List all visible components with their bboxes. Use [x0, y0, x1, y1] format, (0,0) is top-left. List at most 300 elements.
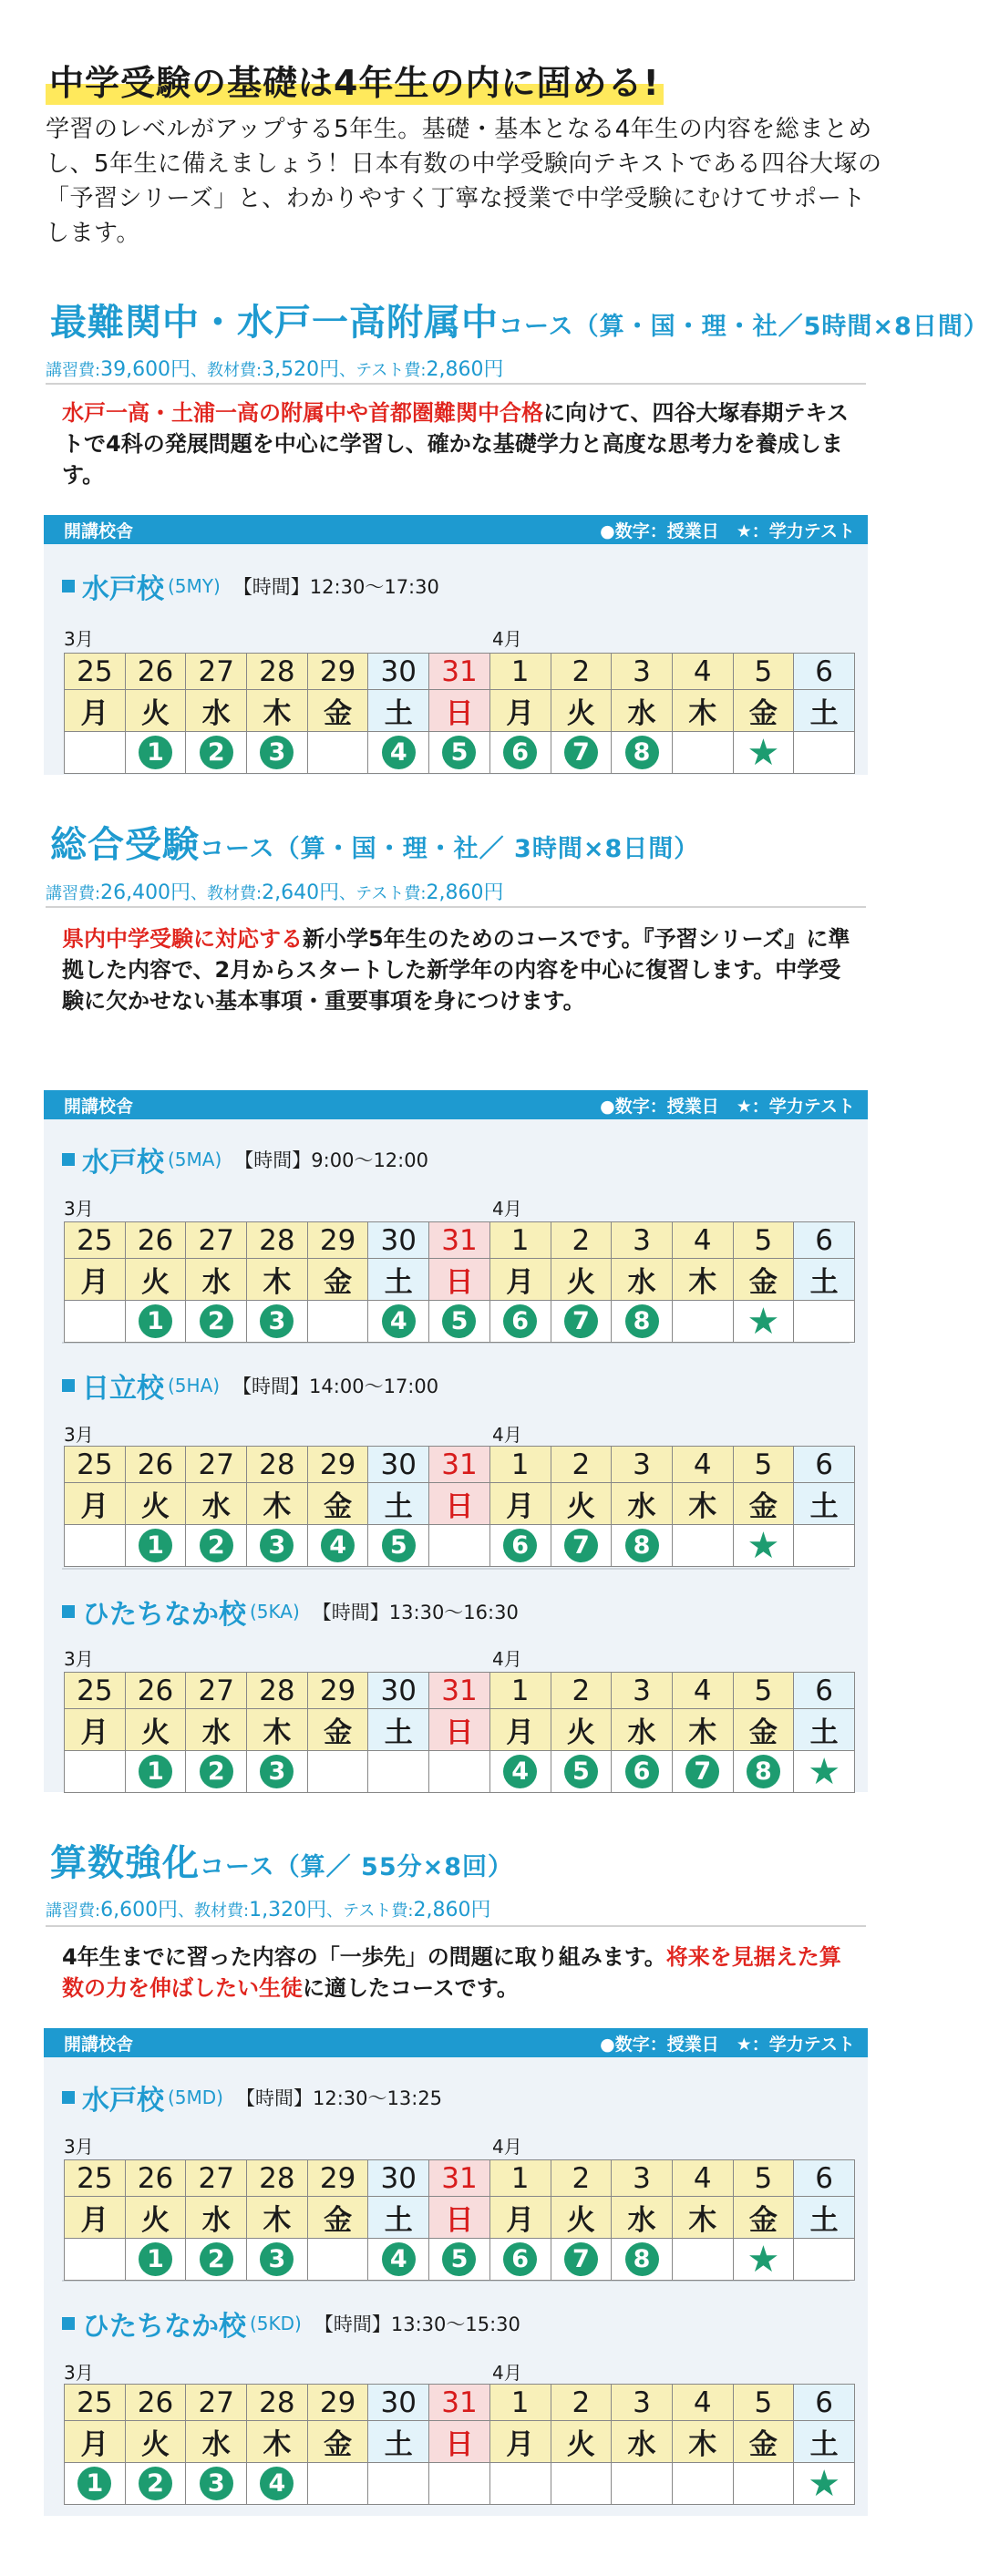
- mark-cell: [489, 1301, 551, 1343]
- campus-time: 【時間】12:30～13:25: [236, 2087, 443, 2109]
- date-cell: 3: [612, 1222, 673, 1259]
- weekday-cell: 日: [429, 1709, 490, 1751]
- date-cell: 1: [489, 1447, 551, 1483]
- date-cell: 26: [125, 1222, 186, 1259]
- date-cell: 28: [247, 1447, 308, 1483]
- weekday-cell: 金: [307, 1709, 368, 1751]
- mark-cell: [733, 732, 794, 774]
- mark-cell: [672, 732, 733, 774]
- weekday-cell: 金: [307, 2421, 368, 2463]
- weekday-cell: 火: [551, 690, 612, 732]
- date-cell: 1: [489, 2385, 551, 2421]
- mark-cell: [368, 1751, 429, 1793]
- date-cell: 2: [551, 1447, 612, 1483]
- weekday-cell: 金: [733, 1483, 794, 1525]
- description-text: 新小学5年生のためのコースです。『予習シリーズ』に準拠した内容で、2月からスタートした新学年の内容を中心に復習します。中学受験に欠かせない基本事項・重要事項を身につけます。: [62, 926, 850, 1014]
- mark-cell: [551, 2463, 612, 2505]
- mark-cell: [429, 1751, 490, 1793]
- class-day-marker: 7: [564, 1304, 598, 1338]
- class-day-marker: 3: [260, 1755, 294, 1788]
- course-description: [62, 1942, 855, 2004]
- campus-name: 水戸校: [82, 2085, 164, 2117]
- date-cell: 1: [489, 1673, 551, 1709]
- date-cell: 28: [247, 1673, 308, 1709]
- mark-cell: [612, 1525, 673, 1567]
- campus-block: [44, 1570, 868, 1792]
- weekday-cell: 金: [307, 1259, 368, 1301]
- date-cell: 6: [794, 1222, 855, 1259]
- mark-cell: [489, 1525, 551, 1567]
- square-bullet-icon: [62, 1605, 75, 1618]
- calendar-marks-row: [65, 1525, 855, 1567]
- month-label-march: 3月: [64, 2362, 94, 2384]
- calendar-days-row: [65, 690, 855, 732]
- weekday-cell: 木: [247, 2421, 308, 2463]
- date-cell: 5: [733, 1673, 794, 1709]
- weekday-cell: 水: [612, 690, 673, 732]
- campus-code: (5KD): [250, 2313, 302, 2334]
- mark-cell: [247, 1525, 308, 1567]
- class-day-marker: 4: [321, 1529, 355, 1562]
- weekday-cell: 土: [794, 2197, 855, 2239]
- calendar-dates-row: [65, 654, 855, 690]
- weekday-cell: 月: [489, 1483, 551, 1525]
- class-day-marker: 6: [503, 736, 537, 769]
- weekday-cell: 日: [429, 1483, 490, 1525]
- date-cell: 4: [672, 654, 733, 690]
- divider: [46, 906, 866, 908]
- class-day-marker: 3: [200, 2467, 233, 2500]
- weekday-cell: 金: [733, 1709, 794, 1751]
- mark-cell: [125, 732, 186, 774]
- mark-cell: [429, 2239, 490, 2281]
- mark-cell: [368, 732, 429, 774]
- calendar-dates-row: [65, 2160, 855, 2197]
- date-cell: 2: [551, 2160, 612, 2197]
- class-day-marker: 2: [139, 2467, 172, 2500]
- weekday-cell: 金: [733, 1259, 794, 1301]
- mark-cell: [65, 1301, 126, 1343]
- date-cell: 29: [307, 1673, 368, 1709]
- mark-cell: [672, 2463, 733, 2505]
- weekday-cell: 水: [612, 1259, 673, 1301]
- weekday-cell: 金: [307, 1483, 368, 1525]
- fee-material: 2,640円: [262, 881, 340, 904]
- weekday-cell: 月: [65, 1709, 126, 1751]
- mark-cell: [672, 1751, 733, 1793]
- fee-tuition: 39,600円: [100, 358, 191, 381]
- month-label-march: 3月: [64, 1424, 94, 1446]
- mark-cell: [733, 1525, 794, 1567]
- weekday-cell: 月: [489, 690, 551, 732]
- date-cell: 3: [612, 2160, 673, 2197]
- course-title-general: [50, 816, 699, 868]
- mark-cell: [612, 1751, 673, 1793]
- date-cell: 27: [186, 1222, 247, 1259]
- weekday-cell: 水: [186, 1709, 247, 1751]
- mark-cell: [551, 732, 612, 774]
- class-day-marker: 1: [139, 1755, 172, 1788]
- calendar-days-row: [65, 1483, 855, 1525]
- mark-cell: [125, 1525, 186, 1567]
- weekday-cell: 火: [551, 1259, 612, 1301]
- weekday-cell: 木: [672, 1483, 733, 1525]
- campus-name: ひたちなか校: [82, 1599, 246, 1631]
- mark-cell: [186, 2463, 247, 2505]
- date-cell: 28: [247, 2385, 308, 2421]
- weekday-cell: 木: [247, 1483, 308, 1525]
- description-highlight: 将来を見据えた算数の力を伸ばしたい生徒: [62, 1944, 841, 2001]
- weekday-cell: 土: [794, 690, 855, 732]
- campus-block: [44, 1344, 868, 1568]
- date-cell: 5: [733, 1447, 794, 1483]
- campus-code: (5MA): [168, 1149, 222, 1170]
- class-day-marker: 8: [625, 1304, 659, 1338]
- mark-cell: [672, 2239, 733, 2281]
- mark-cell: [429, 1525, 490, 1567]
- date-cell: 3: [612, 1447, 673, 1483]
- star-icon: ★: [747, 731, 780, 774]
- date-cell: 29: [307, 654, 368, 690]
- fee-tuition-label: 講習費:: [46, 361, 101, 380]
- campus-time: 【時間】9:00～12:00: [234, 1149, 428, 1171]
- campus-code: (5MD): [168, 2087, 223, 2108]
- course-suffix: コース（算・国・理・社／5時間×8日間）: [499, 313, 989, 341]
- fee-material-label: 、教材費:: [191, 884, 263, 903]
- schedule-table: [64, 1446, 855, 1567]
- class-day-marker: 5: [382, 1529, 416, 1562]
- class-day-marker: 3: [260, 1304, 294, 1338]
- weekday-cell: 水: [186, 2197, 247, 2239]
- campus-code: (5KA): [250, 1601, 300, 1623]
- square-bullet-icon: [62, 580, 75, 592]
- campus-code: (5MY): [168, 575, 221, 597]
- mark-cell: [307, 2463, 368, 2505]
- class-day-marker: 4: [382, 1304, 416, 1338]
- calendar-marks-row: [65, 2239, 855, 2281]
- course-name: 算数強化: [50, 1842, 200, 1884]
- weekday-cell: 月: [65, 1259, 126, 1301]
- class-day-marker: 3: [260, 2242, 294, 2276]
- class-day-marker: 4: [260, 2467, 294, 2500]
- date-cell: 31: [429, 1447, 490, 1483]
- date-cell: 30: [368, 1447, 429, 1483]
- class-day-marker: 2: [200, 1304, 233, 1338]
- month-label-april: 4月: [492, 1198, 522, 1220]
- class-day-marker: 8: [625, 2242, 659, 2276]
- mark-cell: [429, 732, 490, 774]
- class-day-marker: 4: [382, 736, 416, 769]
- weekday-cell: 日: [429, 2197, 490, 2239]
- calendar-marks-row: [65, 2463, 855, 2505]
- date-cell: 31: [429, 2385, 490, 2421]
- campus-block: [44, 1119, 868, 1342]
- weekday-cell: 水: [186, 690, 247, 732]
- calendar-dates-row: [65, 1222, 855, 1259]
- class-day-marker: 7: [564, 2242, 598, 2276]
- date-cell: 27: [186, 2160, 247, 2197]
- weekday-cell: 日: [429, 2421, 490, 2463]
- fee-test: 2,860円: [426, 358, 504, 381]
- date-cell: 4: [672, 1447, 733, 1483]
- mark-cell: [125, 2463, 186, 2505]
- mark-cell: [794, 1525, 855, 1567]
- mark-cell: [794, 1301, 855, 1343]
- weekday-cell: 木: [672, 1259, 733, 1301]
- date-cell: 25: [65, 654, 126, 690]
- date-cell: 29: [307, 1447, 368, 1483]
- weekday-cell: 土: [794, 2421, 855, 2463]
- star-icon: ★: [747, 1300, 780, 1343]
- class-day-marker: 1: [77, 2467, 111, 2500]
- weekday-cell: 土: [368, 2197, 429, 2239]
- weekday-cell: 木: [247, 1709, 308, 1751]
- mark-cell: [489, 732, 551, 774]
- fee-test-label: 、テスト費:: [326, 1901, 414, 1921]
- class-day-marker: 8: [625, 1529, 659, 1562]
- date-cell: 1: [489, 654, 551, 690]
- month-label-march: 3月: [64, 628, 94, 650]
- date-cell: 6: [794, 2385, 855, 2421]
- mark-cell: [429, 2463, 490, 2505]
- class-day-marker: 3: [260, 736, 294, 769]
- weekday-cell: 火: [551, 1483, 612, 1525]
- calendar-marks-row: [65, 1301, 855, 1343]
- mark-cell: [368, 2239, 429, 2281]
- month-label-april: 4月: [492, 628, 522, 650]
- weekday-cell: 月: [65, 2197, 126, 2239]
- date-cell: 4: [672, 2160, 733, 2197]
- mark-cell: [612, 732, 673, 774]
- class-day-marker: 5: [442, 736, 476, 769]
- campus-name: ひたちなか校: [82, 2311, 246, 2343]
- date-cell: 27: [186, 1673, 247, 1709]
- square-bullet-icon: [62, 1153, 75, 1166]
- campus-block: [44, 2282, 868, 2504]
- class-day-marker: 2: [200, 736, 233, 769]
- weekday-cell: 火: [125, 1709, 186, 1751]
- class-day-marker: 1: [139, 2242, 172, 2276]
- class-day-marker: 8: [625, 736, 659, 769]
- calendar-dates-row: [65, 1673, 855, 1709]
- class-day-marker: 4: [382, 2242, 416, 2276]
- star-icon: ★: [747, 1524, 780, 1567]
- mark-cell: [307, 1301, 368, 1343]
- class-day-marker: 3: [260, 1529, 294, 1562]
- weekday-cell: 水: [186, 1259, 247, 1301]
- date-cell: 6: [794, 2160, 855, 2197]
- campus-time: 【時間】14:00～17:00: [232, 1376, 439, 1397]
- weekday-cell: 土: [794, 1483, 855, 1525]
- weekday-cell: 火: [551, 1709, 612, 1751]
- calendar-marks-row: [65, 732, 855, 774]
- mark-cell: [247, 1751, 308, 1793]
- star-icon: ★: [747, 2238, 780, 2281]
- class-day-marker: 2: [200, 1755, 233, 1788]
- date-cell: 2: [551, 1673, 612, 1709]
- course-name: 総合受験: [50, 824, 200, 866]
- date-cell: 30: [368, 1222, 429, 1259]
- weekday-cell: 水: [186, 2421, 247, 2463]
- date-cell: 1: [489, 1222, 551, 1259]
- class-day-marker: 7: [685, 1755, 719, 1788]
- date-cell: 25: [65, 1447, 126, 1483]
- weekday-cell: 木: [247, 2197, 308, 2239]
- weekday-cell: 月: [65, 690, 126, 732]
- month-label-march: 3月: [64, 1198, 94, 1220]
- date-cell: 2: [551, 654, 612, 690]
- weekday-cell: 月: [489, 1709, 551, 1751]
- mark-cell: [125, 2239, 186, 2281]
- date-cell: 4: [672, 2385, 733, 2421]
- month-label-april: 4月: [492, 1648, 522, 1670]
- date-cell: 26: [125, 654, 186, 690]
- mark-cell: [65, 2239, 126, 2281]
- date-cell: 3: [612, 2385, 673, 2421]
- course-title-top: [50, 294, 989, 345]
- campus-time: 【時間】12:30～17:30: [232, 576, 439, 598]
- weekday-cell: 土: [368, 2421, 429, 2463]
- date-cell: 29: [307, 1222, 368, 1259]
- mark-cell: [489, 1751, 551, 1793]
- weekday-cell: 土: [368, 1483, 429, 1525]
- date-cell: 31: [429, 654, 490, 690]
- fee-test-label: 、テスト費:: [339, 884, 427, 903]
- mark-cell: [247, 732, 308, 774]
- date-cell: 29: [307, 2160, 368, 2197]
- month-label-april: 4月: [492, 2362, 522, 2384]
- weekday-cell: 火: [551, 2197, 612, 2239]
- campus-header: [62, 566, 439, 606]
- mark-cell: [429, 1301, 490, 1343]
- description-highlight: 水戸一高・土浦一高の附属中や首都圏難関中合格: [62, 400, 543, 426]
- fee-test-label: 、テスト費:: [339, 361, 427, 380]
- weekday-cell: 土: [368, 1709, 429, 1751]
- campus-time: 【時間】13:30～15:30: [314, 2313, 520, 2335]
- mark-cell: [551, 1301, 612, 1343]
- fee-test: 2,860円: [426, 881, 504, 904]
- weekday-cell: 日: [429, 1259, 490, 1301]
- class-day-marker: 1: [139, 736, 172, 769]
- date-cell: 5: [733, 2385, 794, 2421]
- weekday-cell: 木: [672, 2421, 733, 2463]
- date-cell: 25: [65, 1222, 126, 1259]
- month-label-april: 4月: [492, 2136, 522, 2158]
- mark-cell: [672, 1301, 733, 1343]
- date-cell: 30: [368, 2160, 429, 2197]
- weekday-cell: 日: [429, 690, 490, 732]
- date-cell: 30: [368, 1673, 429, 1709]
- campus-block: [44, 544, 868, 775]
- campus-time: 【時間】13:30～16:30: [312, 1602, 519, 1623]
- fee-tuition-label: 講習費:: [46, 1901, 101, 1921]
- weekday-cell: 木: [672, 1709, 733, 1751]
- date-cell: 30: [368, 2385, 429, 2421]
- date-cell: 31: [429, 1222, 490, 1259]
- panel-legend: ●数字：授業日 ★：学力テスト: [600, 2034, 855, 2055]
- weekday-cell: 金: [733, 2421, 794, 2463]
- fee-tuition: 26,400円: [100, 881, 191, 904]
- intro-text: 学習のレベルがアップする5年生。基礎・基本となる4年生の内容を総まとめし、5年生に備えましょう！日本有数の中学受験向テキストである四谷大塚の「予習シリーズ」と、わかりやすく丁寧な授業で中学受験にむけてサポートします。: [46, 116, 882, 247]
- class-day-marker: 5: [564, 1755, 598, 1788]
- class-day-marker: 6: [503, 2242, 537, 2276]
- weekday-cell: 木: [672, 690, 733, 732]
- mark-cell: [794, 1751, 855, 1793]
- date-cell: 29: [307, 2385, 368, 2421]
- mark-cell: [65, 2463, 126, 2505]
- date-cell: 5: [733, 1222, 794, 1259]
- weekday-cell: 水: [186, 1483, 247, 1525]
- date-cell: 2: [551, 2385, 612, 2421]
- mark-cell: [551, 1525, 612, 1567]
- date-cell: 4: [672, 1222, 733, 1259]
- calendar-days-row: [65, 1709, 855, 1751]
- campus-header: [62, 2077, 442, 2117]
- mark-cell: [733, 1751, 794, 1793]
- campus-header: [62, 1139, 428, 1180]
- calendar-days-row: [65, 2421, 855, 2463]
- panel-label: 開講校舎: [64, 2034, 134, 2055]
- class-day-marker: 1: [139, 1529, 172, 1562]
- date-cell: 3: [612, 1673, 673, 1709]
- class-day-marker: 5: [442, 2242, 476, 2276]
- weekday-cell: 火: [125, 2197, 186, 2239]
- weekday-cell: 月: [65, 1483, 126, 1525]
- date-cell: 28: [247, 2160, 308, 2197]
- weekday-cell: 火: [551, 2421, 612, 2463]
- mark-cell: [733, 2463, 794, 2505]
- date-cell: 30: [368, 654, 429, 690]
- description-text-end: に適したコースです。: [303, 1975, 519, 2001]
- campus-header: [62, 1365, 438, 1406]
- course-suffix: コース（算／ 55分×8回）: [200, 1853, 514, 1881]
- date-cell: 28: [247, 654, 308, 690]
- panel-label: 開講校舎: [64, 520, 134, 541]
- date-cell: 25: [65, 2160, 126, 2197]
- mark-cell: [186, 1301, 247, 1343]
- weekday-cell: 金: [307, 2197, 368, 2239]
- star-icon: ★: [808, 1750, 841, 1793]
- mark-cell: [247, 2239, 308, 2281]
- fees-line: [46, 877, 503, 905]
- mark-cell: [489, 2463, 551, 2505]
- weekday-cell: 土: [794, 1709, 855, 1751]
- panel-label: 開講校舎: [64, 1096, 134, 1117]
- class-day-marker: 6: [625, 1755, 659, 1788]
- date-cell: 25: [65, 1673, 126, 1709]
- weekday-cell: 火: [125, 2421, 186, 2463]
- schedule-table: [64, 1221, 855, 1343]
- date-cell: 5: [733, 654, 794, 690]
- date-cell: 26: [125, 1447, 186, 1483]
- campus-panel: [44, 1090, 868, 1792]
- date-cell: 31: [429, 1673, 490, 1709]
- campus-code: (5HA): [168, 1375, 221, 1396]
- campus-name: 水戸校: [82, 573, 164, 605]
- course-description: [62, 923, 855, 1016]
- panel-header: [44, 2028, 868, 2057]
- month-label-march: 3月: [64, 2136, 94, 2158]
- date-cell: 28: [247, 1222, 308, 1259]
- fee-material-label: 、教材費:: [191, 361, 263, 380]
- weekday-cell: 月: [489, 1259, 551, 1301]
- mark-cell: [612, 1301, 673, 1343]
- calendar-dates-row: [65, 1447, 855, 1483]
- date-cell: 27: [186, 654, 247, 690]
- date-cell: 6: [794, 1447, 855, 1483]
- mark-cell: [307, 2239, 368, 2281]
- date-cell: 6: [794, 654, 855, 690]
